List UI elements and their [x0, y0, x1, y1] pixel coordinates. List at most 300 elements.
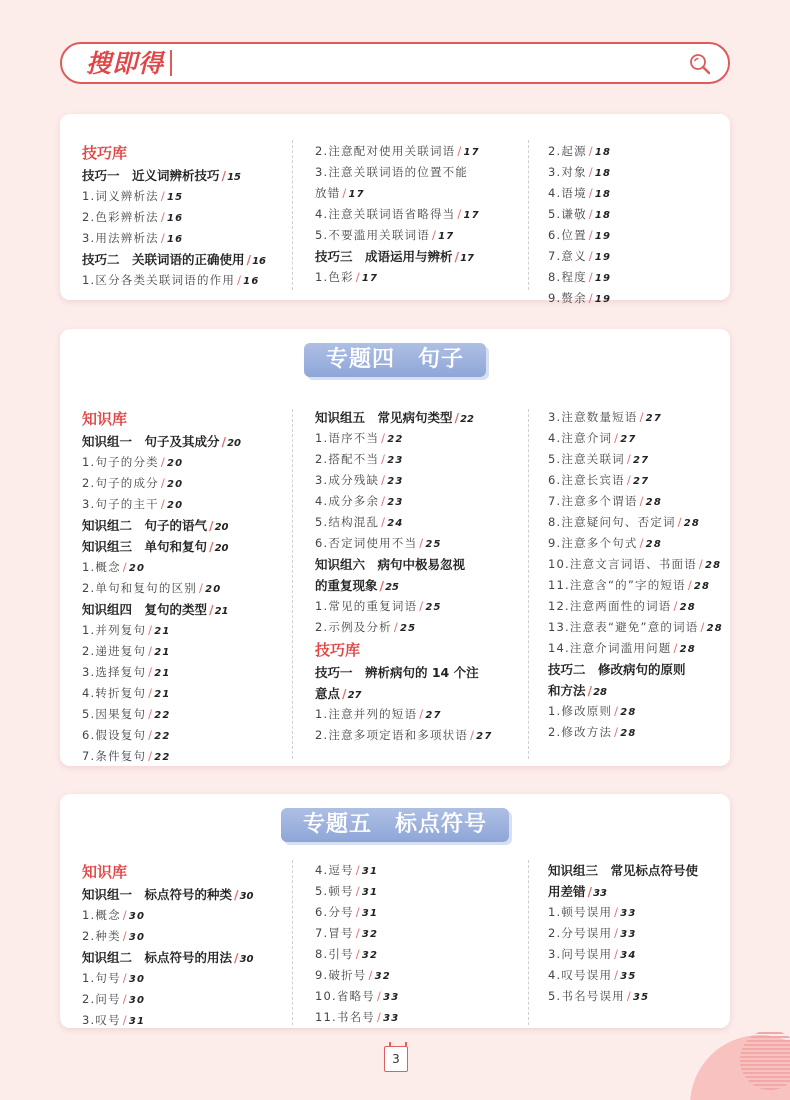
toc-entry[interactable] [82, 494, 292, 515]
page-separator: / [209, 602, 214, 617]
toc-entry-text: 技巧库 [82, 144, 128, 162]
page-separator: / [342, 186, 348, 200]
toc-group-entry[interactable] [82, 249, 292, 270]
toc-entry[interactable] [548, 470, 728, 491]
toc-entry[interactable] [82, 1010, 292, 1031]
page-separator: / [588, 291, 594, 305]
toc-entry-text: 5.谦敬 [548, 207, 587, 221]
toc-entry-text: 1.句号 [82, 971, 121, 985]
toc-entry-text: 的重复现象 [315, 578, 378, 593]
toc-page-number: 34 [620, 950, 637, 961]
toc-entry[interactable] [315, 267, 525, 288]
toc-entry-text: 5.因果复句 [82, 707, 147, 721]
page-separator: / [148, 665, 154, 679]
toc-page-number: 20 [205, 584, 222, 595]
toc-entry-text: 知识组一 句子及其成分 [82, 434, 220, 449]
toc-page-number: 28 [679, 644, 696, 655]
toc-entry[interactable] [315, 491, 525, 512]
toc-page-number: 32 [374, 971, 391, 982]
toc-entry-text: 5.结构混乱 [315, 515, 380, 529]
toc-entry-text: 1.色彩 [315, 270, 354, 284]
toc-entry-text: 技巧一 近义词辨析技巧 [82, 168, 220, 183]
toc-entry-text: 知识组三 单句和复句 [82, 539, 208, 554]
page-separator: / [626, 452, 632, 466]
toc-entry-text: 3.叹号 [82, 1013, 121, 1027]
toc-group-entry[interactable] [82, 431, 292, 452]
toc-entry-text: 和方法 [548, 683, 586, 698]
toc-page-number: 22 [154, 752, 171, 763]
page-separator: / [614, 704, 620, 718]
toc-page-number: 31 [128, 1016, 146, 1027]
toc-entry[interactable] [315, 512, 525, 533]
toc-entry-text: 2.问号 [82, 992, 121, 1006]
page-separator: / [698, 557, 704, 571]
column-divider [528, 860, 529, 1025]
toc-entry-text: 1.词义辨析法 [82, 189, 159, 203]
toc-entry[interactable] [548, 183, 718, 204]
toc-group-entry[interactable] [82, 515, 292, 536]
toc-group-entry[interactable] [315, 575, 525, 596]
toc-entry[interactable] [315, 204, 525, 225]
toc-entry-text: 2.递进复句 [82, 644, 147, 658]
toc-group-entry[interactable] [548, 659, 728, 680]
search-divider [170, 50, 172, 76]
toc-entry-text: 3.注意关联词语的位置不能 [315, 165, 469, 179]
toc-entry[interactable] [548, 491, 728, 512]
page-separator: / [587, 683, 593, 698]
page-separator: / [393, 620, 399, 634]
toc-entry[interactable] [82, 557, 292, 578]
toc-page-number: 30 [128, 995, 146, 1006]
toc-group-entry[interactable] [548, 680, 728, 701]
page-separator: / [614, 968, 620, 982]
page-separator: / [355, 884, 361, 898]
toc-entry[interactable] [82, 620, 292, 641]
toc-entry-text: 1.并列复句 [82, 623, 147, 637]
toc-group-entry[interactable] [548, 881, 728, 902]
toc-entry[interactable] [82, 270, 292, 291]
toc-column-2 [315, 860, 525, 1028]
toc-entry[interactable] [548, 986, 728, 1007]
toc-entry-text: 3.选择复句 [82, 665, 147, 679]
toc-group-entry[interactable] [82, 165, 292, 186]
toc-group-entry[interactable] [315, 683, 525, 704]
toc-entry-text: 4.叹号误用 [548, 968, 613, 982]
toc-group-entry[interactable] [82, 599, 292, 620]
page-separator: / [639, 494, 645, 508]
toc-group-entry[interactable] [315, 246, 525, 267]
toc-entry[interactable] [548, 407, 728, 428]
toc-page-number: 27 [476, 731, 493, 742]
toc-page-number: 30 [128, 974, 146, 985]
toc-entry[interactable] [315, 596, 525, 617]
toc-entry-text: 1.区分各类关联词语的作用 [82, 273, 236, 287]
toc-group-entry[interactable] [315, 662, 525, 683]
toc-page-number: 35 [632, 992, 650, 1003]
toc-entry[interactable] [548, 428, 728, 449]
page-separator: / [221, 168, 227, 183]
toc-entry[interactable] [315, 617, 525, 638]
toc-page-number: 17 [438, 231, 455, 242]
toc-entry[interactable] [315, 225, 525, 246]
toc-entry-text: 11.书名号 [315, 1010, 375, 1024]
toc-entry-text: 2.起源 [548, 144, 587, 158]
toc-group-entry[interactable] [315, 554, 525, 575]
toc-page-number: 33 [620, 908, 637, 919]
page-separator: / [457, 144, 463, 158]
toc-entry[interactable] [315, 428, 525, 449]
toc-entry-text: 1.顿号误用 [548, 905, 613, 919]
toc-page-number: 15 [227, 172, 242, 183]
toc-page-number: 35 [620, 971, 637, 982]
search-bar[interactable] [60, 42, 730, 84]
toc-card-punctuation [60, 794, 730, 1028]
toc-entry-text: 用差错 [548, 884, 586, 899]
toc-page-number: 25 [425, 539, 442, 550]
page-separator: / [148, 728, 154, 742]
toc-page-number: 21 [154, 626, 171, 637]
page-separator: / [588, 249, 594, 263]
section-title: 专题四 句子 [304, 343, 486, 377]
toc-entry[interactable] [82, 228, 292, 249]
toc-entry[interactable] [82, 641, 292, 662]
toc-page-number: 28 [693, 581, 711, 592]
toc-section-heading [315, 638, 525, 662]
toc-entry-text: 6.分号 [315, 905, 354, 919]
page-separator: / [587, 884, 593, 899]
toc-page-number: 23 [387, 476, 404, 487]
page-separator: / [457, 207, 463, 221]
page-separator: / [355, 270, 361, 284]
toc-entry[interactable] [548, 141, 718, 162]
toc-group-entry[interactable] [548, 860, 728, 881]
toc-entry-text: 9.赘余 [548, 291, 587, 305]
page-number: 3 [384, 1046, 408, 1072]
toc-entry[interactable] [548, 701, 728, 722]
toc-entry[interactable] [82, 207, 292, 228]
toc-entry-text: 10.注意文言词语、书面语 [548, 557, 697, 571]
toc-page-number: 32 [361, 950, 379, 961]
toc-entry-text: 8.引号 [315, 947, 354, 961]
toc-entry-text: 10.省略号 [315, 989, 375, 1003]
toc-entry-text: 知识组四 复句的类型 [82, 602, 208, 617]
toc-entry[interactable] [548, 575, 728, 596]
toc-page-number: 33 [383, 1013, 400, 1024]
page-separator: / [160, 455, 166, 469]
page-separator: / [614, 725, 620, 739]
toc-page-number: 27 [632, 455, 650, 466]
toc-page-number: 18 [594, 147, 612, 158]
toc-entry[interactable] [548, 288, 718, 309]
page-separator: / [454, 410, 460, 425]
page-separator: / [160, 231, 166, 245]
toc-page-number: 33 [593, 888, 608, 899]
toc-entry-text: 6.假设复句 [82, 728, 147, 742]
page-separator: / [160, 189, 166, 203]
toc-column-1 [82, 860, 292, 1031]
toc-entry-text: 1.句子的分类 [82, 455, 159, 469]
toc-entry[interactable] [548, 596, 728, 617]
toc-page-number: 33 [620, 929, 637, 940]
page-separator: / [209, 518, 214, 533]
page-separator: / [246, 252, 252, 267]
toc-page-number: 22 [460, 414, 475, 425]
toc-page-number: 21 [214, 606, 229, 617]
toc-entry[interactable] [82, 926, 292, 947]
toc-page-number: 28 [620, 728, 637, 739]
page-separator: / [122, 560, 128, 574]
toc-entry[interactable] [82, 186, 292, 207]
toc-page-number: 27 [347, 690, 362, 701]
toc-page-number: 18 [594, 210, 612, 221]
toc-entry[interactable] [82, 746, 292, 767]
toc-page-number: 30 [239, 891, 254, 902]
toc-entry-text: 2.修改方法 [548, 725, 613, 739]
toc-entry-text: 11.注意含“的”字的短语 [548, 578, 686, 592]
toc-column-3 [548, 860, 728, 1007]
toc-column-1 [82, 407, 292, 767]
page-separator: / [160, 476, 166, 490]
toc-entry[interactable] [82, 725, 292, 746]
toc-group-entry[interactable] [82, 947, 292, 968]
page-separator: / [614, 926, 620, 940]
toc-page-number: 30 [239, 954, 254, 965]
toc-page-number: 15 [166, 192, 184, 203]
toc-page-number: 27 [632, 476, 650, 487]
toc-entry[interactable] [315, 986, 525, 1007]
column-divider [528, 140, 529, 290]
toc-entry[interactable] [548, 533, 728, 554]
toc-page-number: 25 [425, 602, 442, 613]
toc-page-number: 30 [128, 932, 146, 943]
toc-entry[interactable] [315, 449, 525, 470]
toc-page-number: 17 [463, 147, 480, 158]
toc-page-number: 22 [154, 710, 171, 721]
toc-entry[interactable] [315, 533, 525, 554]
toc-entry-text: 技巧库 [315, 641, 361, 659]
page-separator: / [588, 207, 594, 221]
search-icon[interactable] [688, 52, 712, 76]
toc-entry[interactable] [548, 965, 728, 986]
toc-entry[interactable] [315, 965, 525, 986]
toc-entry[interactable] [315, 923, 525, 944]
page-separator: / [588, 228, 594, 242]
toc-entry-text: 知识组三 常见标点符号使 [548, 863, 699, 878]
toc-page-number: 18 [594, 168, 612, 179]
toc-page-number: 19 [594, 273, 612, 284]
toc-entry[interactable] [82, 989, 292, 1010]
toc-page-number: 19 [594, 231, 612, 242]
toc-entry-text: 技巧二 关联词语的正确使用 [82, 252, 245, 267]
toc-entry[interactable] [315, 944, 525, 965]
toc-entry[interactable] [548, 449, 728, 470]
toc-page-number: 22 [154, 731, 171, 742]
page-separator: / [122, 1013, 128, 1027]
toc-entry[interactable] [315, 881, 525, 902]
toc-entry-text: 3.用法辨析法 [82, 231, 159, 245]
toc-entry-text: 知识组一 标点符号的种类 [82, 887, 233, 902]
toc-page-number: 21 [154, 689, 171, 700]
toc-entry-text: 2.色彩辨析法 [82, 210, 159, 224]
page-separator: / [419, 707, 425, 721]
page-separator: / [355, 926, 361, 940]
page-separator: / [639, 410, 645, 424]
page-separator: / [588, 165, 594, 179]
toc-entry[interactable] [548, 923, 728, 944]
toc-entry-text: 7.条件复句 [82, 749, 147, 763]
toc-card-sentences [60, 329, 730, 766]
toc-entry[interactable] [548, 638, 728, 659]
toc-entry-text: 13.注意表“避免”意的词语 [548, 620, 699, 634]
page-separator: / [588, 144, 594, 158]
page-separator: / [626, 989, 632, 1003]
toc-entry-text: 放错 [315, 186, 341, 200]
toc-entry[interactable] [548, 267, 718, 288]
toc-page-number: 25 [385, 582, 400, 593]
toc-entry[interactable] [548, 617, 728, 638]
toc-page-number: 21 [154, 647, 171, 658]
toc-page-number: 17 [348, 189, 365, 200]
page-separator: / [381, 494, 387, 508]
toc-entry[interactable] [548, 246, 718, 267]
toc-entry-text: 5.书名号误用 [548, 989, 625, 1003]
toc-page-number: 19 [594, 294, 612, 305]
page-separator: / [198, 581, 205, 595]
toc-entry-text: 知识组二 句子的语气 [82, 518, 208, 533]
toc-page-number: 30 [128, 911, 146, 922]
toc-entry-text: 4.成分多余 [315, 494, 380, 508]
toc-entry-text: 4.注意关联词语省略得当 [315, 207, 456, 221]
toc-entry[interactable] [82, 662, 292, 683]
toc-page-number: 20 [214, 522, 229, 533]
page-separator: / [122, 971, 128, 985]
toc-entry[interactable] [548, 944, 728, 965]
toc-group-entry[interactable] [82, 884, 292, 905]
page-separator: / [148, 749, 154, 763]
toc-page-number: 28 [645, 497, 662, 508]
page-separator: / [470, 728, 476, 742]
page-separator: / [355, 863, 361, 877]
page-separator: / [234, 950, 239, 965]
toc-entry[interactable] [315, 704, 525, 725]
toc-section-heading [82, 860, 292, 884]
toc-entry[interactable] [548, 554, 728, 575]
toc-entry[interactable] [315, 860, 525, 881]
toc-entry-text: 2.句子的成分 [82, 476, 159, 490]
column-divider [292, 409, 293, 759]
toc-entry-text: 技巧一 辨析病句的 14 个注 [315, 665, 479, 680]
column-divider [292, 140, 293, 290]
toc-entry[interactable] [315, 141, 525, 162]
page-separator: / [614, 431, 620, 445]
toc-page-number: 31 [361, 908, 379, 919]
page-separator: / [160, 210, 166, 224]
page-separator: / [148, 686, 154, 700]
toc-entry[interactable] [82, 905, 292, 926]
toc-entry[interactable] [548, 902, 728, 923]
toc-entry-text: 8.注意疑问句、否定词 [548, 515, 676, 529]
toc-entry[interactable] [82, 704, 292, 725]
toc-page-number: 16 [252, 256, 267, 267]
page-separator: / [148, 707, 154, 721]
page-separator: / [381, 452, 387, 466]
page-separator: / [355, 947, 361, 961]
toc-page-number: 20 [128, 563, 146, 574]
page-separator: / [377, 1010, 383, 1024]
toc-group-entry[interactable] [315, 407, 525, 428]
toc-entry[interactable] [82, 473, 292, 494]
page-separator: / [588, 270, 594, 284]
toc-page-number: 28 [683, 518, 701, 529]
toc-entry[interactable] [82, 578, 292, 599]
toc-page-number: 17 [361, 273, 379, 284]
toc-entry[interactable] [82, 452, 292, 473]
toc-group-entry[interactable] [82, 536, 292, 557]
toc-entry-text: 1.常见的重复词语 [315, 599, 418, 613]
toc-entry-text: 4.转折复句 [82, 686, 147, 700]
toc-entry-text: 2.示例及分析 [315, 620, 392, 634]
toc-entry-text: 7.注意多个谓语 [548, 494, 638, 508]
toc-page-number: 31 [361, 887, 379, 898]
page-separator: / [673, 641, 679, 655]
toc-entry[interactable] [548, 162, 718, 183]
toc-section-heading [82, 407, 292, 431]
toc-column-2 [315, 141, 525, 288]
toc-entry[interactable] [82, 968, 292, 989]
toc-entry-text: 5.顿号 [315, 884, 354, 898]
toc-entry-text: 1.修改原则 [548, 704, 613, 718]
toc-entry[interactable] [315, 1007, 525, 1028]
toc-page-number: 27 [620, 434, 637, 445]
page-separator: / [377, 989, 383, 1003]
toc-entry[interactable] [548, 512, 728, 533]
toc-page-number: 28 [620, 707, 637, 718]
toc-entry[interactable] [315, 902, 525, 923]
toc-entry-text: 6.否定词使用不当 [315, 536, 418, 550]
toc-entry-text: 4.逗号 [315, 863, 354, 877]
toc-entry-text: 知识库 [82, 410, 128, 428]
toc-column-1 [82, 141, 292, 291]
toc-entry[interactable] [315, 162, 525, 183]
page-separator: / [368, 968, 374, 982]
toc-entry-text: 12.注意两面性的词语 [548, 599, 672, 613]
toc-entry-text: 知识组六 病句中极易忽视 [315, 557, 466, 572]
toc-entry-text: 2.注意多项定语和多项状语 [315, 728, 469, 742]
brand-logo: 搜即得 [86, 48, 165, 78]
page-separator: / [381, 515, 387, 529]
toc-entry[interactable] [548, 204, 718, 225]
toc-entry-text: 14.注意介词滥用问题 [548, 641, 672, 655]
toc-entry-text: 2.分号误用 [548, 926, 613, 940]
toc-entry[interactable] [82, 683, 292, 704]
toc-page-number: 16 [243, 276, 260, 287]
toc-entry[interactable] [548, 722, 728, 743]
toc-entry-text: 3.成分残缺 [315, 473, 380, 487]
toc-entry-text: 技巧二 修改病句的原则 [548, 662, 686, 677]
toc-entry[interactable] [315, 470, 525, 491]
toc-entry[interactable] [315, 183, 525, 204]
toc-page-number: 28 [593, 687, 608, 698]
toc-entry-text: 7.意义 [548, 249, 587, 263]
toc-page-number: 19 [594, 252, 612, 263]
toc-entry-text: 知识组五 常见病句类型 [315, 410, 453, 425]
page-separator: / [419, 536, 425, 550]
toc-entry[interactable] [548, 225, 718, 246]
toc-page-number: 24 [387, 518, 404, 529]
toc-entry[interactable] [315, 725, 525, 746]
column-divider [528, 409, 529, 759]
page-separator: / [379, 578, 385, 593]
